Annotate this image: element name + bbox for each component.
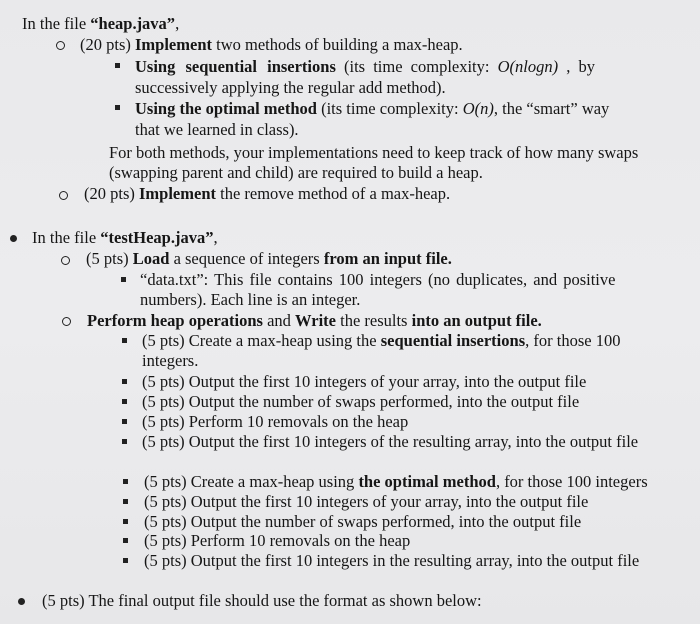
section3-text: (5 pts) The final output file should use the format as shown below:	[42, 591, 482, 610]
bullet-dot-icon	[18, 598, 25, 605]
square-bullet-icon	[122, 439, 127, 444]
square-bullet-icon	[122, 379, 127, 384]
section2-item1-sub-line2: numbers). Each line is an integer.	[140, 290, 361, 309]
section1-item2: (20 pts) Implement the remove method of a max-heap.	[84, 184, 451, 203]
section2-item1: (5 pts) Load a sequence of integers from an input file.	[86, 249, 452, 268]
group2-item: (5 pts) Output the number of swaps performed, into the output file	[144, 512, 582, 531]
square-bullet-icon	[115, 105, 120, 110]
section1-item1-sub2-line2: that we learned in class).	[135, 120, 299, 139]
section1-item1: (20 pts) Implement two methods of building a max-heap.	[80, 35, 463, 54]
section1-heading: In the file “heap.java”,	[22, 14, 180, 33]
section1-item1-sub1-line2: successively applying the regular add method).	[135, 78, 446, 97]
group1-item: (5 pts) Output the number of swaps performed, into the output file	[142, 392, 580, 411]
square-bullet-icon	[122, 338, 127, 343]
square-bullet-icon	[123, 519, 128, 524]
section2-item2: Perform heap operations and Write the results into an output file.	[87, 311, 542, 330]
group2-first-line: (5 pts) Create a max-heap using the optimal method, for those 100 integers	[144, 472, 648, 491]
group1-item: (5 pts) Output the first 10 integers of the resulting array, into the output file	[142, 432, 639, 451]
section1-note-line2: (swapping parent and child) are required to build a heap.	[109, 163, 483, 182]
square-bullet-icon	[122, 399, 127, 404]
square-bullet-icon	[123, 479, 128, 484]
square-bullet-icon	[123, 538, 128, 543]
square-bullet-icon	[115, 63, 120, 68]
section2-item1-sub-line1: “data.txt”: This file contains 100 integers (no duplicates, and positive	[140, 270, 616, 289]
square-bullet-icon	[121, 277, 126, 282]
circle-bullet-icon	[62, 317, 71, 326]
group1-first-line2: integers.	[142, 351, 199, 370]
square-bullet-icon	[123, 499, 128, 504]
circle-bullet-icon	[56, 41, 65, 50]
section1-note-line1: For both methods, your implementations need to keep track of how many swaps	[109, 143, 639, 162]
square-bullet-icon	[123, 558, 128, 563]
group1-first-line1: (5 pts) Create a max-heap using the sequential insertions, for those 100	[142, 331, 621, 350]
bullet-dot-icon	[10, 235, 17, 242]
section2-heading: In the file “testHeap.java”,	[32, 228, 218, 247]
section1-item1-sub2-line1: Using the optimal method (its time complexity: O(n), the “smart” way	[135, 99, 610, 118]
group2-item: (5 pts) Output the first 10 integers of your array, into the output file	[144, 492, 589, 511]
group2-item: (5 pts) Perform 10 removals on the heap	[144, 531, 411, 550]
section1-item1-sub1-line1: Using sequential insertions (its time complexity: O(nlogn) , by	[135, 57, 595, 76]
circle-bullet-icon	[59, 191, 68, 200]
square-bullet-icon	[122, 419, 127, 424]
group1-item: (5 pts) Perform 10 removals on the heap	[142, 412, 409, 431]
group1-item: (5 pts) Output the first 10 integers of your array, into the output file	[142, 372, 587, 391]
group2-item: (5 pts) Output the first 10 integers in the resulting array, into the output file	[144, 551, 640, 570]
circle-bullet-icon	[61, 256, 70, 265]
